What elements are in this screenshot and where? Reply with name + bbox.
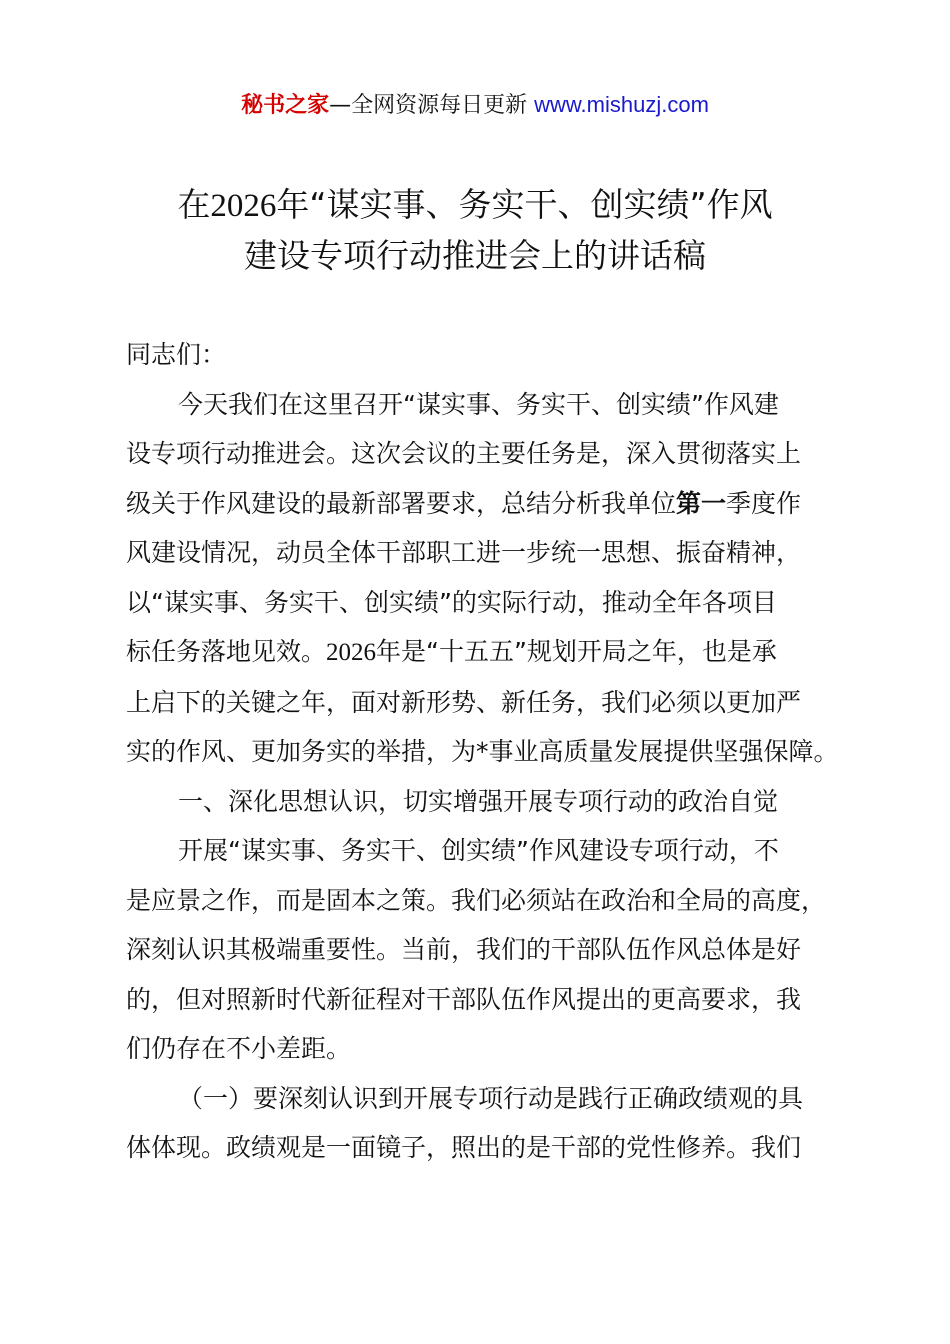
- section-heading: 一、深化思想认识，切实增强开展专项行动的政治自觉: [178, 786, 779, 816]
- header-tagline: —全网资源每日更新: [329, 93, 535, 118]
- paragraph-line: 设专项行动推进会。这次会议的主要任务是，深入贯彻落实上: [126, 439, 802, 468]
- paragraph-line: 的，但对照新时代新征程对干部队伍作风提出的更高要求，我: [126, 984, 802, 1014]
- site-header: [0, 88, 950, 123]
- site-url[interactable]: www.mishuzj.com: [534, 92, 709, 117]
- paragraph-line: 今天我们在这里召开“谋实事、务实干、创实绩”作风建: [178, 389, 779, 419]
- paragraph-line: 深刻认识其极端重要性。当前，我们的干部队伍作风总体是好: [126, 935, 802, 964]
- bold-emphasis: 第一: [676, 488, 727, 518]
- paragraph-line: 以“谋实事、务实干、创实绩”的实际行动，推动全年各项目: [126, 587, 777, 617]
- brand-name: 秘书之家: [241, 93, 330, 118]
- document-body: [126, 330, 838, 1173]
- paragraph-line: 开展“谋实事、务实干、创实绩”作风建设专项行动，不: [178, 836, 779, 865]
- salutation: 同志们：: [126, 340, 227, 369]
- paragraph-line: 标任务落地见效。2026年是“十五五”规划开局之年，也是承: [126, 637, 777, 666]
- subsection-heading: （一）要深刻认识到开展专项行动是践行正确政绩观的具: [178, 1083, 804, 1113]
- paragraph-line: 是应景之作，而是固本之策。我们必须站在政治和全局的高度，: [126, 885, 827, 915]
- paragraph-line: 实的作风、更加务实的举措，为*事业高质量发展提供坚强保障。: [126, 737, 839, 766]
- title-line-1: 在2026年“谋实事、务实干、创实绩”作风: [177, 185, 773, 224]
- title-line-2: 建设专项行动推进会上的讲话稿: [244, 236, 706, 275]
- paragraph-line: 们仍存在不小差距。: [126, 1034, 352, 1063]
- paragraph-line: 体体现。政绩观是一面镜子，照出的是干部的党性修养。我们: [126, 1133, 802, 1162]
- paragraph-line: 风建设情况，动员全体干部职工进一步统一思想、振奋精神，: [126, 538, 802, 567]
- document-title: [100, 180, 850, 281]
- inline-year: 2026: [326, 639, 377, 666]
- title-year: 2026: [210, 188, 277, 224]
- paragraph-line: 级关于作风建设的最新部署要求，总结分析我单位第一季度作: [126, 488, 802, 518]
- paragraph-line: 上启下的关键之年，面对新形势、新任务，我们必须以更加严: [126, 687, 802, 717]
